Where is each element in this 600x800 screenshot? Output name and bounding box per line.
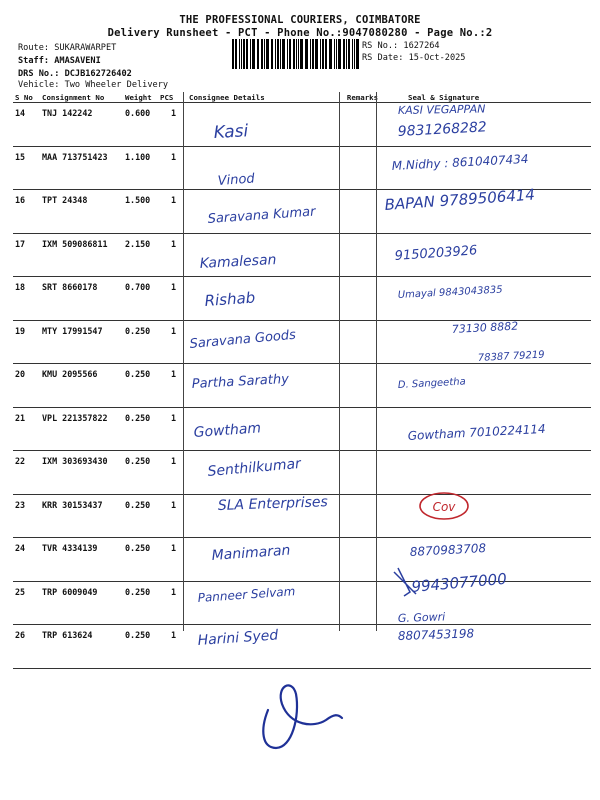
consignee-handwriting: Partha Sarathy [191, 371, 290, 392]
pcs-cell: 1 [158, 233, 187, 277]
consignee-handwriting: Saravana Kumar [207, 204, 316, 227]
barcode-bar [264, 39, 265, 69]
signature-handwriting: Gowtham 7010224114 [407, 421, 546, 443]
pcs-cell: 1 [158, 538, 187, 582]
weight-cell: 0.250 [123, 364, 158, 408]
barcode-bar [235, 39, 237, 69]
signature-cell [380, 277, 591, 321]
runsheet-table [13, 92, 591, 669]
barcode-bar [296, 39, 297, 69]
table-row [13, 277, 591, 321]
sno-cell: 25 [13, 581, 40, 625]
signature-cell [380, 146, 591, 190]
consignee-handwriting: Vinod [217, 171, 256, 189]
pcs-cell: 1 [158, 625, 187, 669]
consignee-handwriting: Harini Syed [197, 627, 279, 649]
consignment-cell: SRT 8660178 [40, 277, 123, 321]
pcs-cell: 1 [158, 320, 187, 364]
weight-cell: 0.250 [123, 625, 158, 669]
barcode-bar [305, 39, 308, 69]
table-row [13, 538, 591, 582]
col-sno: S No [13, 92, 40, 103]
remarks-cell [343, 233, 380, 277]
signature-cell [380, 364, 591, 408]
barcode-bar [243, 39, 245, 69]
signature-handwriting: 9150203926 [394, 243, 478, 264]
signature-cell [380, 103, 591, 147]
signature-handwriting: 9831268282 [397, 119, 488, 140]
staff-label: Staff: AMASAVENI [18, 56, 101, 66]
remarks-cell [343, 538, 380, 582]
table-row [13, 103, 591, 147]
consignee-handwriting: Panneer Selvam [197, 584, 296, 605]
consignment-cell: IXM 509086811 [40, 233, 123, 277]
remarks-cell [343, 190, 380, 234]
consignee-cell [187, 320, 343, 364]
drs-number: DRS No.: DCJB162726402 [18, 69, 132, 79]
table-row [13, 233, 591, 277]
col-consignment: Consignment No [40, 92, 123, 103]
consignment-cell: MAA 713751423 [40, 146, 123, 190]
sno-cell: 24 [13, 538, 40, 582]
table-row [13, 581, 591, 625]
consignee-cell [187, 103, 343, 147]
barcode-bar [320, 39, 321, 69]
barcode-bar [261, 39, 263, 69]
barcode-bar [232, 39, 234, 69]
weight-cell: 1.100 [123, 146, 158, 190]
consignee-handwriting: Senthilkumar [206, 455, 302, 480]
sno-cell: 20 [13, 364, 40, 408]
remarks-cell [343, 625, 380, 669]
pcs-cell: 1 [158, 146, 187, 190]
consignee-cell [187, 364, 343, 408]
barcode-bar [271, 39, 273, 69]
weight-cell: 0.600 [123, 103, 158, 147]
signature-handwriting: KASI VEGAPPAN [397, 102, 486, 117]
table-row [13, 625, 591, 669]
pcs-cell: 1 [158, 103, 187, 147]
column-divider [183, 92, 184, 631]
table-header-row [13, 92, 591, 103]
barcode-bar [293, 39, 295, 69]
sno-cell: 16 [13, 190, 40, 234]
consignment-cell: KMU 2095566 [40, 364, 123, 408]
column-divider [339, 92, 340, 631]
consignee-cell [187, 407, 343, 451]
consignee-cell [187, 190, 343, 234]
consignment-cell: VPL 221357822 [40, 407, 123, 451]
remarks-cell [343, 407, 380, 451]
barcode-bar [239, 39, 240, 69]
barcode-bar [336, 39, 337, 69]
rs-date: RS Date: 15-Oct-2025 [362, 53, 466, 63]
pcs-cell: 1 [158, 494, 187, 538]
remarks-cell [343, 320, 380, 364]
consignee-cell [187, 451, 343, 495]
barcode-bar [334, 39, 335, 69]
pcs-cell: 1 [158, 581, 187, 625]
sno-cell: 15 [13, 146, 40, 190]
barcode-bar [325, 39, 327, 69]
signature-cell [380, 320, 591, 364]
signature-cell [380, 494, 591, 538]
barcode-bar [241, 39, 242, 69]
barcode-bar [338, 39, 341, 69]
signature-cell [380, 625, 591, 669]
sno-cell: 21 [13, 407, 40, 451]
remarks-cell [343, 277, 380, 321]
company-title: THE PROFESSIONAL COURIERS, COIMBATORE [179, 14, 421, 26]
barcode-bar [280, 39, 281, 69]
signature-handwriting: BAPAN 9789506414 [384, 185, 536, 214]
consignee-cell [187, 277, 343, 321]
signature-handwriting: 73130 8882 [451, 319, 519, 336]
barcode-bar [310, 39, 311, 69]
barcode-bar [277, 39, 279, 69]
barcode-bar [275, 39, 276, 69]
table-row [13, 146, 591, 190]
consignee-cell [187, 233, 343, 277]
weight-cell: 0.250 [123, 581, 158, 625]
vehicle-label: Vehicle: Two Wheeler Delivery [18, 80, 169, 90]
consignee-handwriting: SLA Enterprises [217, 494, 329, 514]
table-row [13, 451, 591, 495]
consignment-cell: MTY 17991547 [40, 320, 123, 364]
weight-cell: 0.250 [123, 538, 158, 582]
consignee-handwriting: Saravana Goods [189, 327, 297, 352]
signature-handwriting: D. Sangeetha [397, 376, 466, 391]
remarks-cell [343, 581, 380, 625]
barcode-bar [354, 39, 355, 69]
consignment-cell: TRP 613624 [40, 625, 123, 669]
barcode-bar [356, 39, 359, 69]
col-signature: Seal & Signature [380, 92, 591, 103]
table-row [13, 407, 591, 451]
pcs-cell: 1 [158, 190, 187, 234]
consignee-handwriting: Gowtham [193, 420, 262, 441]
consignee-handwriting: Kasi [213, 121, 249, 143]
sno-cell: 26 [13, 625, 40, 669]
col-remarks: Remarks [343, 92, 380, 103]
barcode-bar [289, 39, 291, 69]
column-divider [376, 92, 377, 631]
signature-handwriting: Umayal 9843043835 [397, 284, 503, 301]
signature-scribble [263, 685, 342, 748]
sno-cell: 14 [13, 103, 40, 147]
svg-text:Cov: Cov [432, 500, 456, 514]
remarks-cell [343, 103, 380, 147]
signature-cell [380, 538, 591, 582]
table-row [13, 364, 591, 408]
runsheet-subtitle: Delivery Runsheet - PCT - Phone No.:9047080280 - Page No.:2 [107, 27, 493, 39]
weight-cell: 0.250 [123, 320, 158, 364]
consignee-handwriting: Kamalesan [199, 252, 277, 272]
consignment-cell: IXM 303693430 [40, 451, 123, 495]
signature-handwriting: 78387 79219 [477, 349, 545, 364]
weight-cell: 0.250 [123, 407, 158, 451]
signature-cell [380, 190, 591, 234]
consignee-cell [187, 581, 343, 625]
signature-cell [380, 233, 591, 277]
weight-cell: 1.500 [123, 190, 158, 234]
table-row [13, 190, 591, 234]
signature-handwriting: G. Gowri [397, 610, 446, 625]
barcode-bar [346, 39, 347, 69]
pcs-cell: 1 [158, 451, 187, 495]
weight-cell: 0.250 [123, 494, 158, 538]
barcode-bar [312, 39, 314, 69]
remarks-cell [343, 146, 380, 190]
remarks-cell [343, 364, 380, 408]
sno-cell: 17 [13, 233, 40, 277]
consignment-cell: KRR 30153437 [40, 494, 123, 538]
barcode-bar [300, 39, 303, 69]
pcs-cell: 1 [158, 364, 187, 408]
signature-cell [380, 407, 591, 451]
signature-cell [380, 451, 591, 495]
barcode-bar [246, 39, 248, 69]
consignee-cell [187, 625, 343, 669]
signature-handwriting: 8807453198 [397, 626, 475, 643]
remarks-cell [343, 451, 380, 495]
barcode-bar [322, 39, 324, 69]
consignee-handwriting: Rishab [204, 288, 256, 310]
barcode-bar [257, 39, 259, 69]
table-row [13, 320, 591, 364]
consignee-cell [187, 494, 343, 538]
barcode-bar [252, 39, 255, 69]
table-row [13, 494, 591, 538]
route-label: Route: SUKARAWARPET [18, 43, 117, 53]
barcode-bar [282, 39, 285, 69]
consignment-cell: TVR 4334139 [40, 538, 123, 582]
barcode-bar [298, 39, 299, 69]
barcode-bar [266, 39, 269, 69]
consignee-cell [187, 538, 343, 582]
signature-cell [380, 581, 591, 625]
barcode-bar [343, 39, 345, 69]
sno-cell: 18 [13, 277, 40, 321]
sno-cell: 23 [13, 494, 40, 538]
consignment-cell: TRP 6009049 [40, 581, 123, 625]
pcs-cell: 1 [158, 407, 187, 451]
weight-cell: 0.250 [123, 451, 158, 495]
barcode-bar [352, 39, 353, 69]
consignment-cell: TPT 24348 [40, 190, 123, 234]
col-weight: Weight [123, 92, 158, 103]
pcs-cell: 1 [158, 277, 187, 321]
barcode-bar [329, 39, 332, 69]
consignment-cell: TNJ 142242 [40, 103, 123, 147]
barcode-bar [287, 39, 288, 69]
signature-handwriting: M.Nidhy : 8610407434 [391, 151, 529, 173]
remarks-cell [343, 494, 380, 538]
sno-cell: 19 [13, 320, 40, 364]
barcode-bar [250, 39, 251, 69]
consignee-cell [187, 146, 343, 190]
col-pcs: PCS [158, 92, 187, 103]
rs-number: RS No.: 1627264 [362, 41, 440, 51]
col-consignee: Consignee Details [187, 92, 343, 103]
signature-handwriting: 8870983708 [409, 541, 487, 559]
weight-cell: 2.150 [123, 233, 158, 277]
signature-handwriting: 9943077000 [410, 569, 508, 596]
sno-cell: 22 [13, 451, 40, 495]
barcode-bar [348, 39, 350, 69]
weight-cell: 0.700 [123, 277, 158, 321]
consignee-handwriting: Manimaran [211, 542, 291, 564]
barcode [232, 39, 359, 69]
barcode-bar [315, 39, 318, 69]
